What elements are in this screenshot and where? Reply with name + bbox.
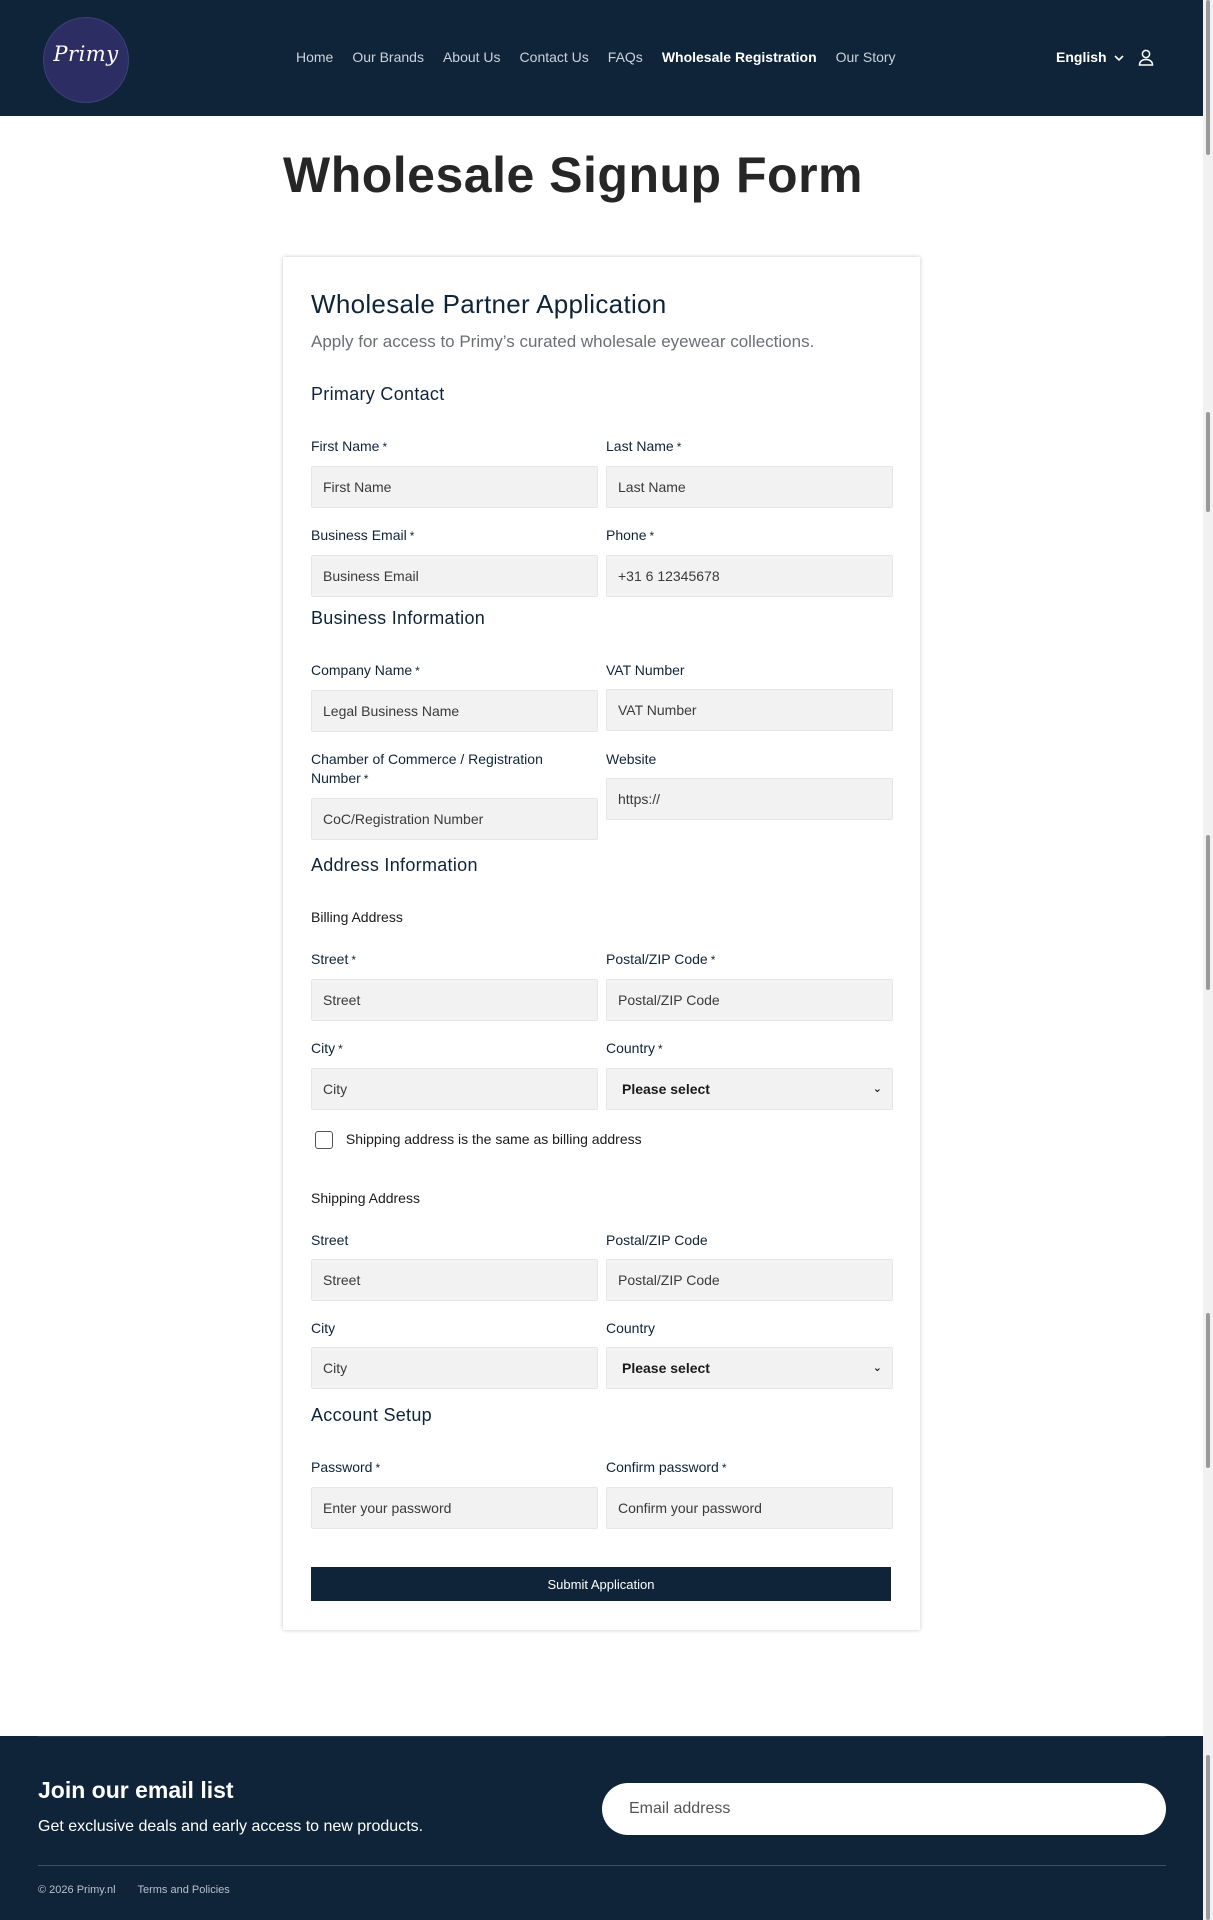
newsletter-subtitle: Get exclusive deals and early access to new products. <box>38 1818 424 1835</box>
scrollbar-thumb[interactable] <box>1206 1755 1210 1920</box>
page-title: Wholesale Signup Form <box>283 147 863 203</box>
form-title: Wholesale Partner Application <box>311 289 667 319</box>
vat-number-label: VAT Number <box>606 662 685 678</box>
coc-number-input[interactable] <box>311 798 598 840</box>
shipping-country-select[interactable] <box>606 1347 893 1389</box>
same-address-row[interactable] <box>315 1131 642 1149</box>
language-label: English <box>1056 49 1107 65</box>
shipping-country-label: Country <box>606 1320 656 1336</box>
shipping-city-input[interactable] <box>311 1347 598 1389</box>
shipping-postal-field <box>606 1231 893 1301</box>
company-name-label: Company Name <box>311 662 413 678</box>
scrollbar-thumb[interactable] <box>1206 412 1210 512</box>
user-icon[interactable] <box>1138 49 1154 66</box>
newsletter-email-input[interactable] <box>602 1783 1166 1835</box>
site-header <box>0 0 1203 116</box>
shipping-city-label: City <box>311 1320 336 1336</box>
form-subtitle: Apply for access to Primy’s curated wholesale eyewear collections. <box>311 332 815 351</box>
primy-logo[interactable] <box>43 17 129 103</box>
required-marker: * <box>649 529 655 543</box>
site-footer <box>0 1736 1203 1920</box>
required-marker: * <box>351 953 357 967</box>
coc-number-label: Chamber of Commerce / Registration Number <box>311 751 543 786</box>
shipping-city-field <box>311 1319 598 1389</box>
shipping-address-heading: Shipping Address <box>311 1190 420 1206</box>
scrollbar-thumb[interactable] <box>1206 0 1210 155</box>
language-selector[interactable] <box>1056 49 1124 65</box>
logo-text: Primy <box>53 42 119 66</box>
billing-postal-input[interactable] <box>606 979 893 1021</box>
nav-our-story[interactable]: Our Story <box>835 49 896 65</box>
chevron-down-icon: ⌄ <box>872 1083 882 1095</box>
billing-postal-label: Postal/ZIP Code <box>606 951 708 967</box>
billing-city-field <box>311 1039 598 1110</box>
billing-address-heading: Billing Address <box>311 909 403 925</box>
billing-country-value: Please select <box>622 1081 710 1097</box>
shipping-street-input[interactable] <box>311 1259 598 1301</box>
section-primary-contact: Primary Contact <box>311 384 445 404</box>
required-marker: * <box>375 1461 381 1475</box>
scrollbar-thumb[interactable] <box>1206 1313 1210 1468</box>
phone-input[interactable] <box>606 555 893 597</box>
password-label: Password <box>311 1459 373 1475</box>
footer-divider <box>38 1865 1166 1866</box>
company-name-field <box>311 661 598 732</box>
required-marker: * <box>415 664 420 678</box>
business-email-field <box>311 526 598 597</box>
required-marker: * <box>363 772 369 786</box>
billing-city-input[interactable] <box>311 1068 598 1110</box>
last-name-input[interactable] <box>606 466 893 508</box>
phone-field <box>606 526 893 597</box>
last-name-field <box>606 437 893 508</box>
same-address-label: Shipping address is the same as billing address <box>345 1131 642 1147</box>
website-label: Website <box>606 751 657 767</box>
copyright-text: © 2026 Primy.nl <box>38 1884 116 1896</box>
shipping-street-label: Street <box>311 1232 349 1248</box>
required-marker: * <box>658 1042 663 1056</box>
business-email-input[interactable] <box>311 555 598 597</box>
submit-application-button[interactable]: Submit Application <box>311 1567 891 1601</box>
vat-number-input[interactable] <box>606 689 893 731</box>
nav-our-brands[interactable]: Our Brands <box>352 49 424 65</box>
shipping-country-field <box>606 1319 893 1389</box>
chevron-down-icon <box>1114 49 1124 65</box>
section-account-setup: Account Setup <box>311 1405 432 1425</box>
vat-number-field <box>606 661 893 731</box>
password-input[interactable] <box>311 1487 598 1529</box>
billing-street-label: Street <box>311 951 349 967</box>
same-address-checkbox[interactable] <box>315 1131 333 1149</box>
billing-country-label: Country <box>606 1040 656 1056</box>
first-name-field <box>311 437 598 508</box>
nav-home[interactable]: Home <box>296 49 334 65</box>
coc-number-field <box>311 750 581 840</box>
chevron-down-icon: ⌄ <box>872 1362 882 1374</box>
required-marker: * <box>409 529 415 543</box>
shipping-street-field <box>311 1231 598 1301</box>
phone-label: Phone <box>606 527 647 543</box>
website-field <box>606 750 893 820</box>
main-nav <box>296 49 915 65</box>
billing-street-input[interactable] <box>311 979 598 1021</box>
billing-city-label: City <box>311 1040 336 1056</box>
confirm-password-input[interactable] <box>606 1487 893 1529</box>
terms-link[interactable]: Terms and Policies <box>137 1884 230 1896</box>
confirm-password-label: Confirm password <box>606 1459 719 1475</box>
scrollbar-thumb[interactable] <box>1206 835 1210 990</box>
required-marker: * <box>382 440 388 454</box>
billing-postal-field <box>606 950 893 1021</box>
shipping-country-value: Please select <box>622 1360 710 1376</box>
required-marker: * <box>721 1461 727 1475</box>
required-marker: * <box>676 440 682 454</box>
nav-faqs[interactable]: FAQs <box>607 49 643 65</box>
shipping-postal-label: Postal/ZIP Code <box>606 1232 708 1248</box>
confirm-password-field <box>606 1458 893 1529</box>
section-address-information: Address Information <box>311 855 478 875</box>
billing-country-select[interactable] <box>606 1068 893 1110</box>
first-name-input[interactable] <box>311 466 598 508</box>
footer-legal <box>38 1884 249 1896</box>
last-name-label: Last Name <box>606 438 674 454</box>
newsletter-title: Join our email list <box>38 1777 234 1803</box>
company-name-input[interactable] <box>311 690 598 732</box>
first-name-label: First Name <box>311 438 380 454</box>
section-business-information: Business Information <box>311 608 486 628</box>
billing-street-field <box>311 950 598 1021</box>
nav-wholesale-registration[interactable]: Wholesale Registration <box>661 49 817 65</box>
footer-divider <box>38 1736 1166 1737</box>
required-marker: * <box>338 1042 343 1056</box>
nav-about-us[interactable]: About Us <box>442 49 501 65</box>
wholesale-form-card <box>283 257 920 1630</box>
shipping-postal-input[interactable] <box>606 1259 893 1301</box>
password-field <box>311 1458 598 1529</box>
business-email-label: Business Email <box>311 527 407 543</box>
billing-country-field <box>606 1039 893 1110</box>
website-input[interactable] <box>606 778 893 820</box>
nav-contact-us[interactable]: Contact Us <box>519 49 589 65</box>
required-marker: * <box>710 953 716 967</box>
